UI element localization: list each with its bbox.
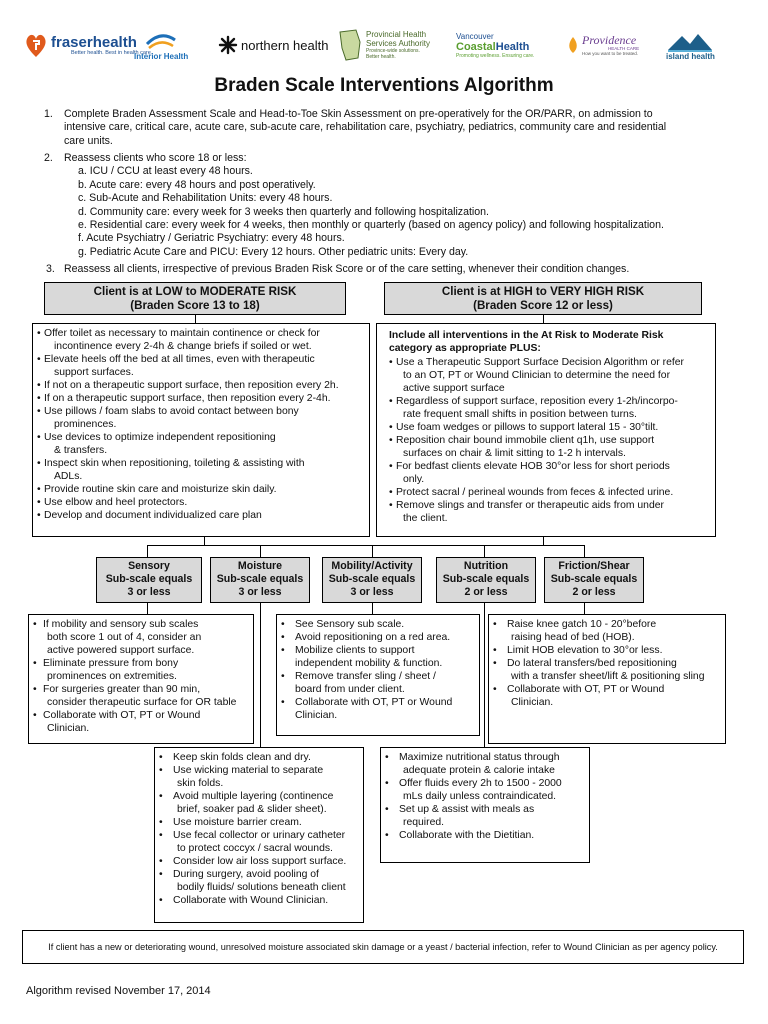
connector [260, 545, 261, 557]
list-item [389, 356, 711, 395]
list-item [389, 499, 711, 525]
list-item-line: Reposition chair bound immobile client q1h, use support [396, 435, 655, 446]
list-item-line: Inspect skin when repositioning, toileting & assisting with [44, 458, 305, 469]
island-mountain-icon [666, 30, 714, 52]
list-item-line: to protect coccyx / sacral wounds. [177, 843, 333, 854]
low-risk-header [44, 282, 346, 315]
list-item [37, 509, 365, 522]
bullet: • [281, 697, 285, 708]
list-item-line: If mobility and sensory sub scales [43, 619, 199, 630]
vch-line2b: Health [495, 40, 530, 53]
connector [147, 545, 148, 557]
bullet: • [385, 752, 389, 763]
list-item-line: Use devices to optimize independent repositioning [44, 432, 276, 443]
list-item [281, 631, 475, 644]
list-item [37, 405, 365, 431]
providence-logo [566, 24, 639, 66]
connector [372, 603, 373, 614]
list-item [159, 751, 359, 764]
list-item-line: Offer fluids every 2h to 1500 - 2000 [399, 778, 562, 789]
list-item-line: Do lateral transfers/bed repositioning [507, 658, 677, 669]
low-risk-title2: (Braden Score 13 to 18) [130, 299, 260, 312]
list-item [37, 431, 365, 457]
list-item [281, 618, 475, 631]
list-item-line: only. [403, 474, 425, 485]
revision-date: Algorithm revised November 17, 2014 [26, 985, 211, 997]
list-item [37, 483, 365, 496]
high-risk-header [384, 282, 702, 315]
list-item [159, 894, 359, 907]
list-item [33, 683, 249, 709]
subscale-sensory-label: Sub-scale equals [105, 573, 193, 585]
list-item-line: consider therapeutic surface for OR table [47, 697, 237, 708]
list-item-line: Provide routine skin care and moisturize skin daily. [44, 484, 277, 495]
intro-item-2-text: Reassess clients who score 18 or less: [64, 152, 247, 164]
intro-item-1-line3: care units. [64, 134, 113, 147]
providence-name: Providence [582, 33, 637, 47]
list-item [159, 868, 359, 894]
fraserhealth-mark-icon [24, 31, 48, 59]
list-item-line: Avoid repositioning on a red area. [295, 632, 451, 643]
list-item-line: both score 1 out of 4, consider an [47, 632, 202, 643]
list-item [385, 777, 585, 803]
vch-tagline: Promoting wellness. Ensuring care. [456, 52, 535, 59]
bullet: • [37, 406, 41, 417]
list-item-line: If not on a therapeutic support surface, then reposition every 2h. [44, 380, 339, 391]
bullet: • [33, 684, 37, 695]
list-item-line: Clinician. [295, 710, 338, 721]
list-item [493, 644, 721, 657]
bullet: • [385, 830, 389, 841]
bullet: • [385, 804, 389, 815]
list-item-line: Set up & assist with meals as [399, 804, 535, 815]
intro-sub-a: a. ICU / CCU at least every 48 hours. [78, 165, 253, 178]
list-item-line: the client. [403, 513, 448, 524]
subscale-friction-threshold: 2 or less [572, 586, 616, 598]
bullet: • [159, 791, 163, 802]
connector [584, 603, 585, 614]
list-item [159, 790, 359, 816]
bullet: • [389, 500, 393, 511]
vch-line2a: Coastal [456, 40, 496, 53]
list-item-line: incontinence every 2-4h & change briefs if soiled or wet. [54, 341, 312, 352]
list-item [385, 829, 585, 842]
list-item-line: Consider low air loss support surface. [173, 856, 347, 867]
page-title: Braden Scale Interventions Algorithm [214, 75, 554, 96]
bullet: • [493, 684, 497, 695]
bullet: • [493, 619, 497, 630]
intro-sub-c: c. Sub-Acute and Rehabilitation Units: every 48 hours. [78, 192, 333, 205]
bullet: • [493, 658, 497, 669]
high-risk-lead1: Include all interventions in the At Risk to Moderate Risk [389, 330, 664, 341]
list-item [159, 816, 359, 829]
subscale-mobility [322, 557, 422, 603]
list-item [281, 696, 475, 722]
bullet: • [159, 752, 163, 763]
list-item-line: Elevate heels off the bed at all times, even with therapeutic [44, 354, 315, 365]
list-item-line: rate frequent small shifts in position between turns. [403, 409, 637, 420]
list-item-line: brief, soaker pad & slider sheet). [177, 804, 327, 815]
list-item-line: ADLs. [54, 471, 83, 482]
list-item-line: Remove transfer sling / sheet / [295, 671, 436, 682]
bullet: • [159, 856, 163, 867]
subscale-moisture-title: Moisture [237, 560, 283, 572]
bullet: • [281, 645, 285, 656]
list-item [37, 392, 365, 405]
moisture-interventions [154, 747, 364, 923]
friction-interventions [488, 614, 726, 744]
intro-sub-d: d. Community care: every week for 3 weeks then quarterly and following hospitalization. [78, 205, 490, 218]
list-item [493, 683, 721, 709]
bullet: • [493, 645, 497, 656]
bullet: • [37, 484, 41, 495]
list-item-line: Collaborate with the Dietitian. [399, 830, 535, 841]
list-item-line: Raise knee gatch 10 - 20°before [507, 619, 657, 630]
bullet: • [37, 393, 41, 404]
bullet: • [37, 380, 41, 391]
low-risk-interventions [32, 323, 370, 537]
list-item-line: Clinician. [511, 697, 554, 708]
bullet: • [159, 765, 163, 776]
subscale-nutrition-label: Sub-scale equals [442, 573, 530, 585]
high-risk-title1: Client is at HIGH to VERY HIGH RISK [441, 285, 645, 298]
intro-item-3-num: 3. [46, 263, 55, 275]
phsa-tagline2: Better health. [366, 53, 396, 60]
intro-sub-b: b. Acute care: every 48 hours and post operatively. [78, 178, 316, 191]
bullet: • [33, 710, 37, 721]
intro-item-1-line2: intensive care, critical care, acute care, sub-acute care, rehabilitation care, psychiatry, pediatrics, community care and residential [64, 121, 667, 134]
subscale-moisture-threshold: 3 or less [238, 586, 282, 598]
intro-item-2 [44, 152, 734, 259]
providence-sub: HEALTH CARE [608, 46, 640, 51]
providence-tagline: How you want to be treated. [582, 51, 639, 56]
phsa-line1: Provincial Health [366, 29, 427, 39]
bullet: • [159, 817, 163, 828]
list-item-line: See Sensory sub scale. [295, 619, 405, 630]
bullet: • [37, 328, 41, 339]
connector [484, 603, 485, 747]
list-item-line: surfaces on chair & limit sitting to 1-2 h intervals. [403, 448, 626, 459]
connector [372, 545, 373, 557]
list-item-line: active powered support surface. [47, 645, 195, 656]
list-item-line: Offer toilet as necessary to maintain continence or check for [44, 328, 320, 339]
list-item-line: & transfers. [54, 445, 108, 456]
island-health-name: island health [666, 51, 715, 61]
northern-health-logo [218, 24, 328, 66]
connector [195, 315, 196, 323]
list-item [385, 751, 585, 777]
list-item-line: mLs daily unless contraindicated. [403, 791, 557, 802]
list-item-line: Use moisture barrier cream. [173, 817, 302, 828]
connector [204, 537, 205, 545]
list-item-line: Regardless of support surface, reposition every 1-2h/incorpo- [396, 396, 678, 407]
list-item-line: to an OT, PT or Wound Clinician to determine the need for [403, 370, 671, 381]
list-item [33, 657, 249, 683]
subscale-sensory-threshold: 3 or less [127, 586, 171, 598]
list-item [389, 460, 711, 486]
bullet: • [385, 778, 389, 789]
bullet: • [33, 619, 37, 630]
bullet: • [389, 396, 393, 407]
list-item-line: Avoid multiple layering (continence [173, 791, 334, 802]
list-item-line: required. [403, 817, 445, 828]
list-item-line: Use a Therapeutic Support Surface Decision Algorithm or refer [396, 357, 684, 368]
high-risk-interventions [376, 323, 716, 537]
interior-health-logo [134, 24, 188, 66]
list-item-line: Eliminate pressure from bony [43, 658, 179, 669]
phsa-line2: Services Authority [366, 38, 431, 48]
list-item-line: Use elbow and heel protectors. [44, 497, 188, 508]
bullet: • [37, 354, 41, 365]
bullet: • [37, 432, 41, 443]
subscale-mobility-threshold: 3 or less [350, 586, 394, 598]
list-item-line: For bedfast clients elevate HOB 30°or less for short periods [396, 461, 670, 472]
bc-map-icon [338, 28, 362, 62]
list-item-line: raising head of bed (HOB). [511, 632, 635, 643]
northern-health-mark-icon [218, 35, 238, 55]
vch-line1: Vancouver [456, 31, 494, 41]
connector [584, 545, 585, 557]
list-item-line: Remove slings and transfer or therapeutic aids from under [396, 500, 664, 511]
list-item [281, 670, 475, 696]
list-item [389, 434, 711, 460]
bullet: • [389, 422, 393, 433]
bullet: • [159, 830, 163, 841]
list-item [33, 618, 249, 657]
subscale-friction-label: Sub-scale equals [550, 573, 638, 585]
list-item [389, 421, 711, 434]
list-item-line: active support surface [403, 383, 505, 394]
subscale-nutrition-title: Nutrition [463, 560, 509, 572]
list-item-line: Collaborate with OT, PT or Wound [507, 684, 665, 695]
bullet: • [389, 357, 393, 368]
intro-item-1-line1: Complete Braden Assessment Scale and Head-to-Toe Skin Assessment on pre-operatively for the OR/PARR, on admission to [64, 108, 653, 120]
northern-health-name: northern health [241, 37, 329, 53]
list-item [493, 657, 721, 683]
list-item-line: Clinician. [47, 723, 90, 734]
island-health-logo [666, 24, 715, 66]
list-item-line: Collaborate with OT, PT or Wound [295, 697, 453, 708]
list-item [37, 457, 365, 483]
list-item [33, 709, 249, 735]
list-item [159, 829, 359, 855]
list-item [493, 618, 721, 644]
bullet: • [281, 632, 285, 643]
list-item-line: board from under client. [295, 684, 405, 695]
list-item [37, 353, 365, 379]
intro-item-1 [44, 108, 734, 148]
high-risk-title2: (Braden Score 12 or less) [473, 299, 613, 312]
subscale-sensory-title: Sensory [128, 560, 170, 572]
list-item-line: For surgeries greater than 90 min, [43, 684, 201, 695]
list-item-line: independent mobility & function. [295, 658, 443, 669]
list-item-line: bodily fluids/ solutions beneath client [177, 882, 346, 893]
intro-item-3 [44, 263, 734, 276]
intro-item-2-num: 2. [44, 152, 53, 164]
subscale-nutrition-threshold: 2 or less [464, 586, 508, 598]
bullet: • [159, 895, 163, 906]
connector [484, 545, 485, 557]
bullet: • [159, 869, 163, 880]
subscale-moisture-label: Sub-scale equals [216, 573, 304, 585]
bullet: • [389, 461, 393, 472]
list-item [281, 644, 475, 670]
bullet: • [37, 510, 41, 521]
intro-sub-e: e. Residential care: every week for 4 weeks, then monthly or quarterly (based on agency policy) and following hospitalization. [78, 219, 664, 232]
list-item-line: skin folds. [177, 778, 224, 789]
low-risk-title1: Client is at LOW to MODERATE RISK [93, 285, 297, 298]
connector [147, 603, 148, 614]
list-item-line: Maximize nutritional status through [399, 752, 560, 763]
list-item [159, 855, 359, 868]
fraserhealth-tagline: Better health. Best in health care. [71, 49, 153, 56]
list-item [37, 327, 365, 353]
phsa-tagline1: Province-wide solutions. [366, 47, 420, 54]
list-item-line: Use foam wedges or pillows to support lateral 15 - 30°tilt. [396, 422, 659, 433]
list-item [37, 496, 365, 509]
list-item-line: Use pillows / foam slabs to avoid contact between bony [44, 406, 299, 417]
bullet: • [37, 458, 41, 469]
intro-sub-g: g. Pediatric Acute Care and PICU: Every 12 hours. Other pediatric units: Every day. [78, 245, 469, 258]
list-item-line: Use fecal collector or urinary catheter [173, 830, 346, 841]
list-item-line: with a transfer sheet/lift & positioning sling [511, 671, 705, 682]
high-risk-lead2: category as appropriate PLUS: [389, 343, 541, 354]
fraserhealth-name: fraserhealth [51, 33, 137, 51]
list-item-line: adequate protein & calorie intake [403, 765, 555, 776]
providence-flame-icon [566, 35, 580, 55]
list-item [389, 395, 711, 421]
list-item-line: If on a therapeutic support surface, then reposition every 2-4h. [44, 393, 331, 404]
list-item-line: prominences on extremities. [47, 671, 177, 682]
subscale-friction-title: Friction/Shear [558, 560, 630, 572]
subscale-mobility-title: Mobility/Activity [331, 560, 413, 572]
subscale-mobility-label: Sub-scale equals [328, 573, 416, 585]
intro-item-3-text: Reassess all clients, irrespective of previous Braden Risk Score or of the care setting, whenever their condition changes. [64, 263, 630, 275]
subscale-friction [544, 557, 644, 603]
intro-item-1-num: 1. [44, 108, 53, 120]
nutrition-interventions [380, 747, 590, 863]
bracket-line [147, 545, 584, 546]
list-item-line: Mobilize clients to support [295, 645, 415, 656]
mobility-interventions [276, 614, 480, 736]
vch-logo [456, 24, 534, 66]
list-item [37, 379, 365, 392]
subscale-sensory [96, 557, 202, 603]
connector [543, 315, 544, 323]
list-item-line: Keep skin folds clean and dry. [173, 752, 311, 763]
list-item-line: Collaborate with Wound Clinician. [173, 895, 329, 906]
bullet: • [281, 619, 285, 630]
connector [260, 603, 261, 747]
subscale-moisture [210, 557, 310, 603]
list-item-line: During surgery, avoid pooling of [173, 869, 319, 880]
bullet: • [33, 658, 37, 669]
list-item [385, 803, 585, 829]
list-item-line: Limit HOB elevation to 30°or less. [507, 645, 663, 656]
bullet: • [389, 435, 393, 446]
list-item-line: support surfaces. [54, 367, 134, 378]
interior-health-name: Interior Health [134, 51, 189, 61]
sensory-interventions [28, 614, 254, 744]
footnote: If client has a new or deteriorating wound, unresolved moisture associated skin damage or a yeast / bacterial infection, refer to Wound Clinician as per agency policy. [22, 930, 744, 964]
list-item-line: prominences. [54, 419, 117, 430]
bullet: • [281, 671, 285, 682]
list-item-line: Collaborate with OT, PT or Wound [43, 710, 201, 721]
interior-health-mark-icon [143, 30, 179, 52]
connector [543, 537, 544, 545]
list-item-line: Protect sacral / perineal wounds from feces & infected urine. [396, 487, 674, 498]
phsa-logo [338, 24, 430, 66]
bullet: • [37, 497, 41, 508]
intro-sub-f: f. Acute Psychiatry / Geriatric Psychiatry: every 48 hours. [78, 232, 345, 245]
bullet: • [389, 487, 393, 498]
list-item-line: Develop and document individualized care plan [44, 510, 262, 521]
list-item-line: Use wicking material to separate [173, 765, 324, 776]
list-item [389, 486, 711, 499]
list-item [159, 764, 359, 790]
subscale-nutrition [436, 557, 536, 603]
